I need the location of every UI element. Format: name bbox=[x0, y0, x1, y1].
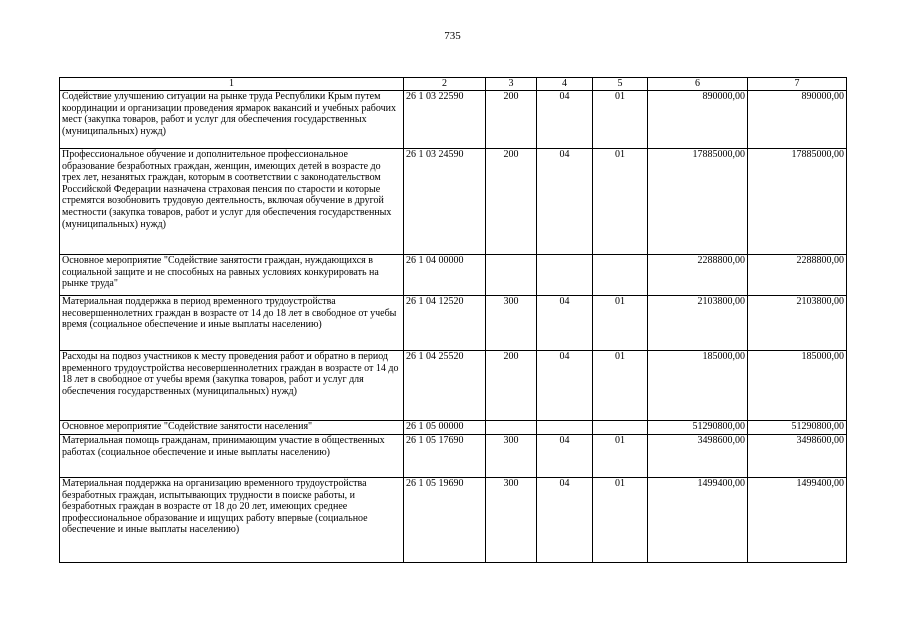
col-header-2: 2 bbox=[404, 78, 486, 91]
table-row bbox=[60, 478, 847, 563]
col-header-1: 1 bbox=[60, 78, 404, 91]
row-name: Расходы на подвоз участников к месту проведения работ и обратно в период временного трудоустройства несовершеннолетних граждан в возрасте от 14 до 18 лет в свободное от учебы время (закупка товаров, работ и услуг для обеспечения государственных (муниципальных) нужд) bbox=[60, 351, 404, 421]
row-subsection bbox=[593, 421, 648, 435]
row-expense-type bbox=[486, 255, 537, 296]
row-name: Материальная поддержка в период временного трудоустройства несовершеннолетних граждан в возрасте от 14 до 18 лет в свободное от учебы время (социальное обеспечение и иные выплаты населению) bbox=[60, 296, 404, 351]
table-row bbox=[60, 91, 847, 149]
row-section: 04 bbox=[537, 435, 593, 478]
row-code: 26 1 05 19690 bbox=[404, 478, 486, 563]
row-amount-6: 185000,00 bbox=[648, 351, 748, 421]
col-header-7: 7 bbox=[748, 78, 847, 91]
row-code: 26 1 03 22590 bbox=[404, 91, 486, 149]
row-amount-6: 51290800,00 bbox=[648, 421, 748, 435]
row-amount-7: 3498600,00 bbox=[748, 435, 847, 478]
col-header-5: 5 bbox=[593, 78, 648, 91]
col-header-4: 4 bbox=[537, 78, 593, 91]
row-code: 26 1 04 00000 bbox=[404, 255, 486, 296]
row-amount-6: 2288800,00 bbox=[648, 255, 748, 296]
row-name: Содействие улучшению ситуации на рынке труда Республики Крым путем координации и организации проведения ярмарок вакансий и учебных рабочих мест (закупка товаров, работ и услуг для обеспечения государственных (муниципальных) нужд) bbox=[60, 91, 404, 149]
row-subsection: 01 bbox=[593, 296, 648, 351]
row-expense-type bbox=[486, 421, 537, 435]
table-row bbox=[60, 296, 847, 351]
row-code: 26 1 04 12520 bbox=[404, 296, 486, 351]
row-subsection bbox=[593, 255, 648, 296]
row-amount-6: 3498600,00 bbox=[648, 435, 748, 478]
row-amount-7: 17885000,00 bbox=[748, 149, 847, 255]
row-amount-6: 890000,00 bbox=[648, 91, 748, 149]
budget-table bbox=[59, 77, 847, 563]
table-header-row bbox=[60, 78, 847, 91]
row-amount-6: 1499400,00 bbox=[648, 478, 748, 563]
row-section: 04 bbox=[537, 351, 593, 421]
col-header-3: 3 bbox=[486, 78, 537, 91]
row-section: 04 bbox=[537, 91, 593, 149]
row-section: 04 bbox=[537, 149, 593, 255]
table-row bbox=[60, 435, 847, 478]
row-section: 04 bbox=[537, 296, 593, 351]
row-section bbox=[537, 421, 593, 435]
row-amount-6: 17885000,00 bbox=[648, 149, 748, 255]
row-expense-type: 300 bbox=[486, 435, 537, 478]
row-expense-type: 300 bbox=[486, 296, 537, 351]
row-expense-type: 200 bbox=[486, 149, 537, 255]
page-number: 735 bbox=[444, 30, 461, 42]
table-row bbox=[60, 255, 847, 296]
row-section bbox=[537, 255, 593, 296]
row-code: 26 1 05 00000 bbox=[404, 421, 486, 435]
row-code: 26 1 05 17690 bbox=[404, 435, 486, 478]
row-subsection: 01 bbox=[593, 478, 648, 563]
table-row bbox=[60, 421, 847, 435]
table-row bbox=[60, 351, 847, 421]
row-amount-7: 51290800,00 bbox=[748, 421, 847, 435]
row-expense-type: 200 bbox=[486, 351, 537, 421]
row-subsection: 01 bbox=[593, 149, 648, 255]
row-amount-7: 890000,00 bbox=[748, 91, 847, 149]
row-name: Профессиональное обучение и дополнительное профессиональное образование безработных граждан, женщин, имеющих детей в возрасте до трех лет, незанятых граждан, которым в соответствии с законодательством Российской Федерации назначена страховая пенсия по старости и которые стремятся возобновить трудовую деятельность, включая обучение в другой местности (закупка товаров, работ и услуг для обеспечения государственных (муниципальных) нужд) bbox=[60, 149, 404, 255]
row-code: 26 1 04 25520 bbox=[404, 351, 486, 421]
row-name: Материальная поддержка на организацию временного трудоустройства безработных граждан, испытывающих трудности в поиске работы, и безработных граждан в возрасте от 18 до 20 лет, имеющих среднее профессиональное образование и ищущих работу впервые (социальное обеспечение и иные выплаты населению) bbox=[60, 478, 404, 563]
row-subsection: 01 bbox=[593, 91, 648, 149]
row-expense-type: 300 bbox=[486, 478, 537, 563]
row-amount-7: 2288800,00 bbox=[748, 255, 847, 296]
row-amount-7: 185000,00 bbox=[748, 351, 847, 421]
row-section: 04 bbox=[537, 478, 593, 563]
col-header-6: 6 bbox=[648, 78, 748, 91]
row-name: Основное мероприятие "Содействие занятости граждан, нуждающихся в социальной защите и не способных на равных условиях конкурировать на рынке труда" bbox=[60, 255, 404, 296]
row-amount-6: 2103800,00 bbox=[648, 296, 748, 351]
table-row bbox=[60, 149, 847, 255]
row-subsection: 01 bbox=[593, 435, 648, 478]
row-name: Основное мероприятие "Содействие занятости населения" bbox=[60, 421, 404, 435]
row-amount-7: 1499400,00 bbox=[748, 478, 847, 563]
row-amount-7: 2103800,00 bbox=[748, 296, 847, 351]
row-name: Материальная помощь гражданам, принимающим участие в общественных работах (социальное обеспечение и иные выплаты населению) bbox=[60, 435, 404, 478]
row-subsection: 01 bbox=[593, 351, 648, 421]
row-expense-type: 200 bbox=[486, 91, 537, 149]
row-code: 26 1 03 24590 bbox=[404, 149, 486, 255]
